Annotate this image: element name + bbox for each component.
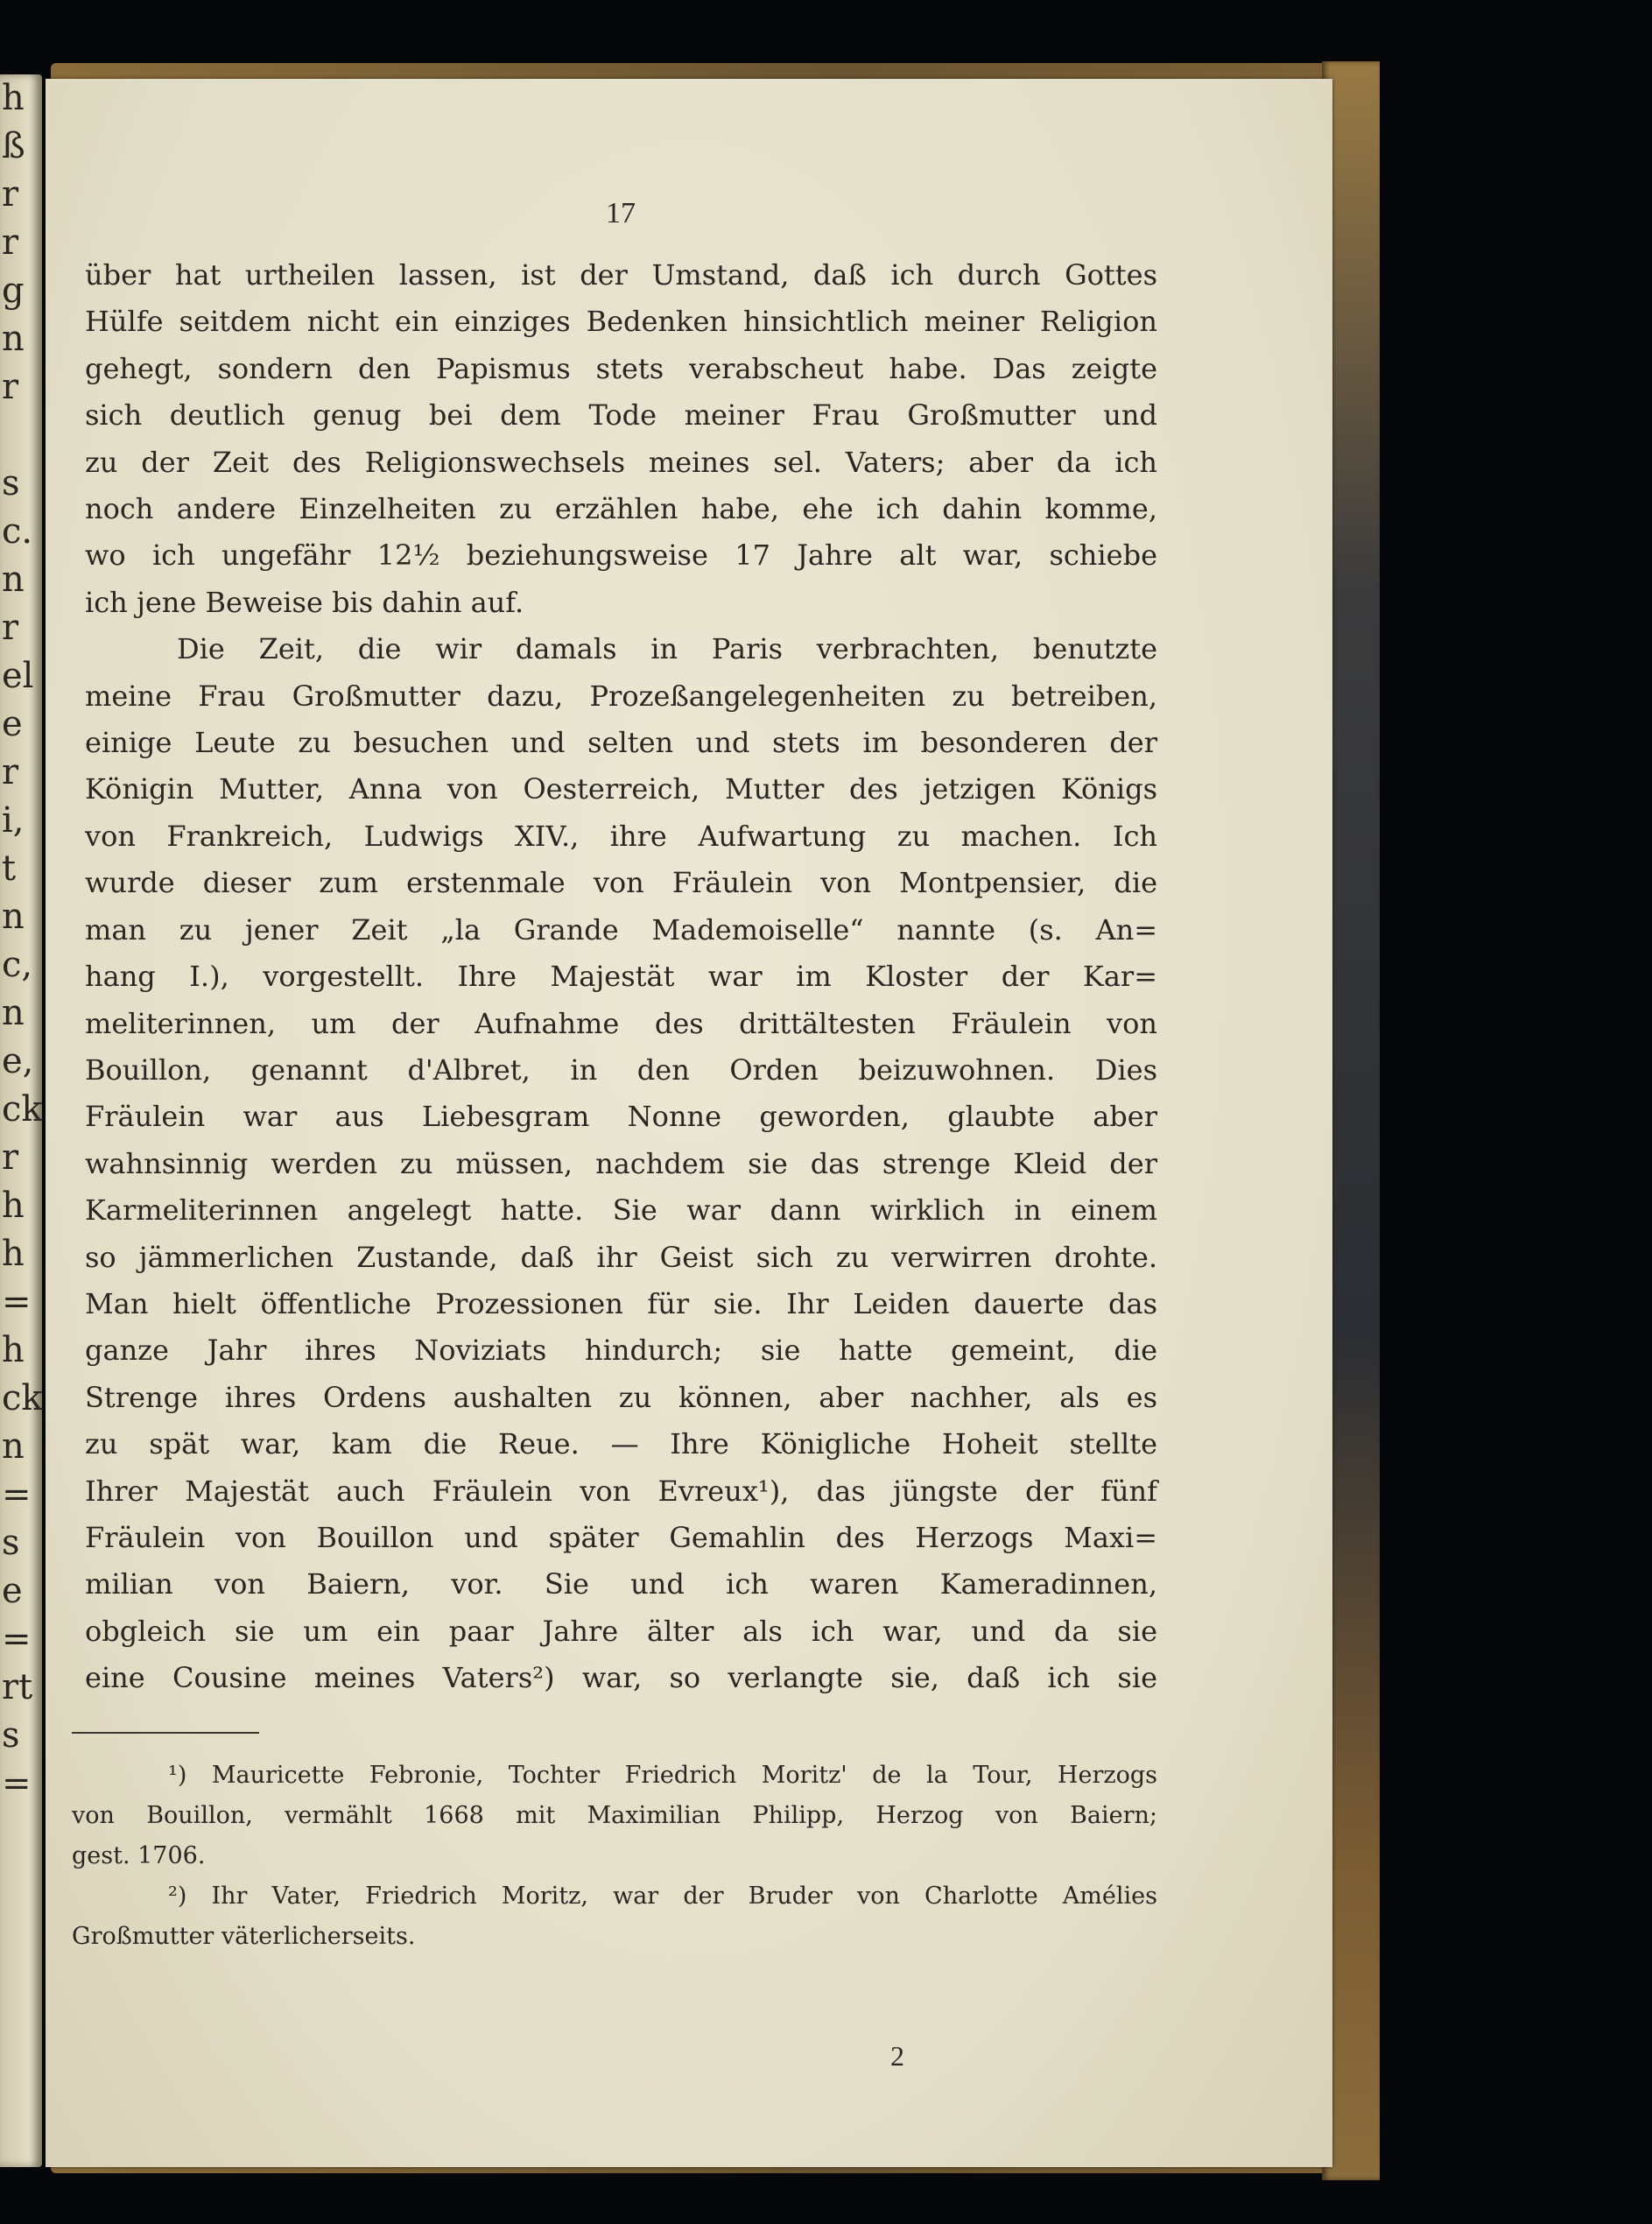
body-line: so jämmerlichen Zustande, daß ihr Geist sich zu verwirren drohte. [85, 1240, 1157, 1274]
previous-page-fragment: r [2, 608, 19, 648]
body-line: sich deutlich genug bei dem Tode meiner Frau Großmutter und [85, 398, 1157, 433]
previous-page-fragment: r [2, 367, 19, 407]
previous-page-fragment: = [2, 1474, 32, 1515]
body-line: noch andere Einzelheiten zu erzählen habe, ehe ich dahin komme, [85, 492, 1157, 526]
previous-page-text-fragments [0, 74, 42, 2167]
previous-page-fragment: s [2, 463, 20, 503]
body-line: Karmeliterinnen angelegt hatte. Sie war dann wirklich in einem [85, 1193, 1157, 1228]
body-line: Die Zeit, die wir damals in Paris verbrachten, benutzte [177, 632, 1157, 666]
footnote-line: Großmutter väterlicherseits. [72, 1923, 416, 1950]
body-line: meliterinnen, um der Aufnahme des drittältesten Fräulein von [85, 1006, 1157, 1040]
previous-page-fragment: s [2, 1715, 20, 1756]
body-line: Ihrer Majestät auch Fräulein von Evreux¹), das jüngste der fünf [85, 1474, 1157, 1508]
body-line: gehegt, sondern den Papismus stets verabscheut habe. Das zeigte [85, 351, 1157, 385]
previous-page-fragment: h [2, 1234, 25, 1274]
previous-page-fragment: h [2, 1186, 25, 1226]
previous-page-fragment: i, [2, 800, 25, 841]
previous-page-fragment: ß [2, 126, 25, 166]
footnote-line: ¹) Mauricette Febronie, Tochter Friedrich Moritz' de la Tour, Herzogs [168, 1762, 1157, 1789]
body-line: hang I.), vorgestellt. Ihre Majestät war im Kloster der Kar= [85, 960, 1157, 994]
previous-page-fragment: s [2, 1523, 20, 1563]
previous-page-fragment: t [2, 848, 17, 889]
body-line: wahnsinnig werden zu müssen, nachdem sie das strenge Kleid der [85, 1146, 1157, 1180]
body-line: zu spät war, kam die Reue. — Ihre Königliche Hoheit stellte [85, 1427, 1157, 1461]
previous-page-fragment: n [2, 897, 25, 937]
previous-page-fragment: r [2, 174, 19, 215]
footnote-divider [72, 1732, 259, 1734]
body-line: Fräulein war aus Liebesgram Nonne geworden, glaubte aber [85, 1100, 1157, 1134]
page-number: 17 [606, 197, 636, 229]
body-line: milian von Baiern, vor. Sie und ich waren Kameradinnen, [85, 1567, 1157, 1601]
body-line: Bouillon, genannt d'Albret, in den Orden beizuwohnen. Dies [85, 1052, 1157, 1087]
body-text [85, 252, 1157, 1702]
body-line: Fräulein von Bouillon und später Gemahlin des Herzogs Maxi= [85, 1520, 1157, 1554]
previous-page-edge [0, 74, 42, 2167]
previous-page-fragment: el [2, 656, 34, 696]
previous-page-fragment: n [2, 993, 25, 1033]
previous-page-fragment: r [2, 752, 19, 792]
previous-page-fragment: c. [2, 511, 33, 552]
previous-page-fragment: c, [2, 945, 33, 985]
previous-page-fragment: = [2, 1763, 32, 1804]
body-line: Man hielt öffentliche Prozessionen für sie. Ihr Leiden dauerte das [85, 1286, 1157, 1320]
body-line: obgleich sie um ein paar Jahre älter als ich war, und da sie [85, 1614, 1157, 1648]
body-line: wurde dieser zum erstenmale von Fräulein von Montpensier, die [85, 866, 1157, 900]
previous-page-fragment: r [2, 1137, 19, 1178]
footnote-line: gest. 1706. [72, 1842, 206, 1869]
previous-page-fragment: = [2, 1619, 32, 1659]
body-line: man zu jener Zeit „la Grande Mademoiselle“ nannte (s. An= [85, 912, 1157, 947]
body-line: ich jene Beweise bis dahin auf. [85, 585, 524, 619]
previous-page-fragment: g [2, 271, 25, 311]
body-line: ganze Jahr ihres Noviziats hindurch; sie hatte gemeint, die [85, 1334, 1157, 1368]
previous-page-fragment: r [2, 222, 19, 263]
previous-page-fragment: e [2, 704, 23, 744]
body-line: über hat urtheilen lassen, ist der Umstand, daß ich durch Gottes [85, 258, 1157, 292]
signature-mark: 2 [890, 2040, 904, 2072]
body-line: meine Frau Großmutter dazu, Prozeßangelegenheiten zu betreiben, [85, 679, 1157, 713]
previous-page-fragment: rt [2, 1667, 33, 1707]
previous-page-fragment [0, 412, 42, 460]
body-line: eine Cousine meines Vaters²) war, so verlangte sie, daß ich sie [85, 1661, 1157, 1695]
footnote-line: ²) Ihr Vater, Friedrich Moritz, war der Bruder von Charlotte Amélies [168, 1883, 1157, 1910]
body-line: einige Leute zu besuchen und selten und stets im besonderen der [85, 726, 1157, 760]
previous-page-fragment: e, [2, 1041, 34, 1081]
previous-page-fragment: n [2, 1426, 25, 1467]
previous-page-fragment: = [2, 1282, 32, 1322]
previous-page-fragment: n [2, 319, 25, 359]
body-line: Königin Mutter, Anna von Oesterreich, Mutter des jetzigen Königs [85, 772, 1157, 806]
book-page [46, 79, 1332, 2167]
previous-page-fragment: h [2, 1330, 25, 1370]
previous-page-fragment: ck [2, 1089, 43, 1130]
body-line: Hülfe seitdem nicht ein einziges Bedenken hinsichtlich meiner Religion [85, 305, 1157, 339]
body-line: wo ich ungefähr 12½ beziehungsweise 17 Jahre alt war, schiebe [85, 538, 1157, 573]
footnotes [72, 1756, 1157, 1957]
previous-page-fragment: h [2, 78, 25, 118]
previous-page-fragment: ck [2, 1378, 43, 1418]
body-line: Strenge ihres Ordens aushalten zu können, aber nachher, als es [85, 1380, 1157, 1414]
footnote-line: von Bouillon, vermählt 1668 mit Maximilian Philipp, Herzog von Baiern; [72, 1802, 1157, 1829]
body-line: zu der Zeit des Religionswechsels meines sel. Vaters; aber da ich [85, 445, 1157, 479]
previous-page-fragment: n [2, 560, 25, 600]
body-line: von Frankreich, Ludwigs XIV., ihre Aufwartung zu machen. Ich [85, 819, 1157, 853]
previous-page-fragment: e [2, 1571, 23, 1611]
